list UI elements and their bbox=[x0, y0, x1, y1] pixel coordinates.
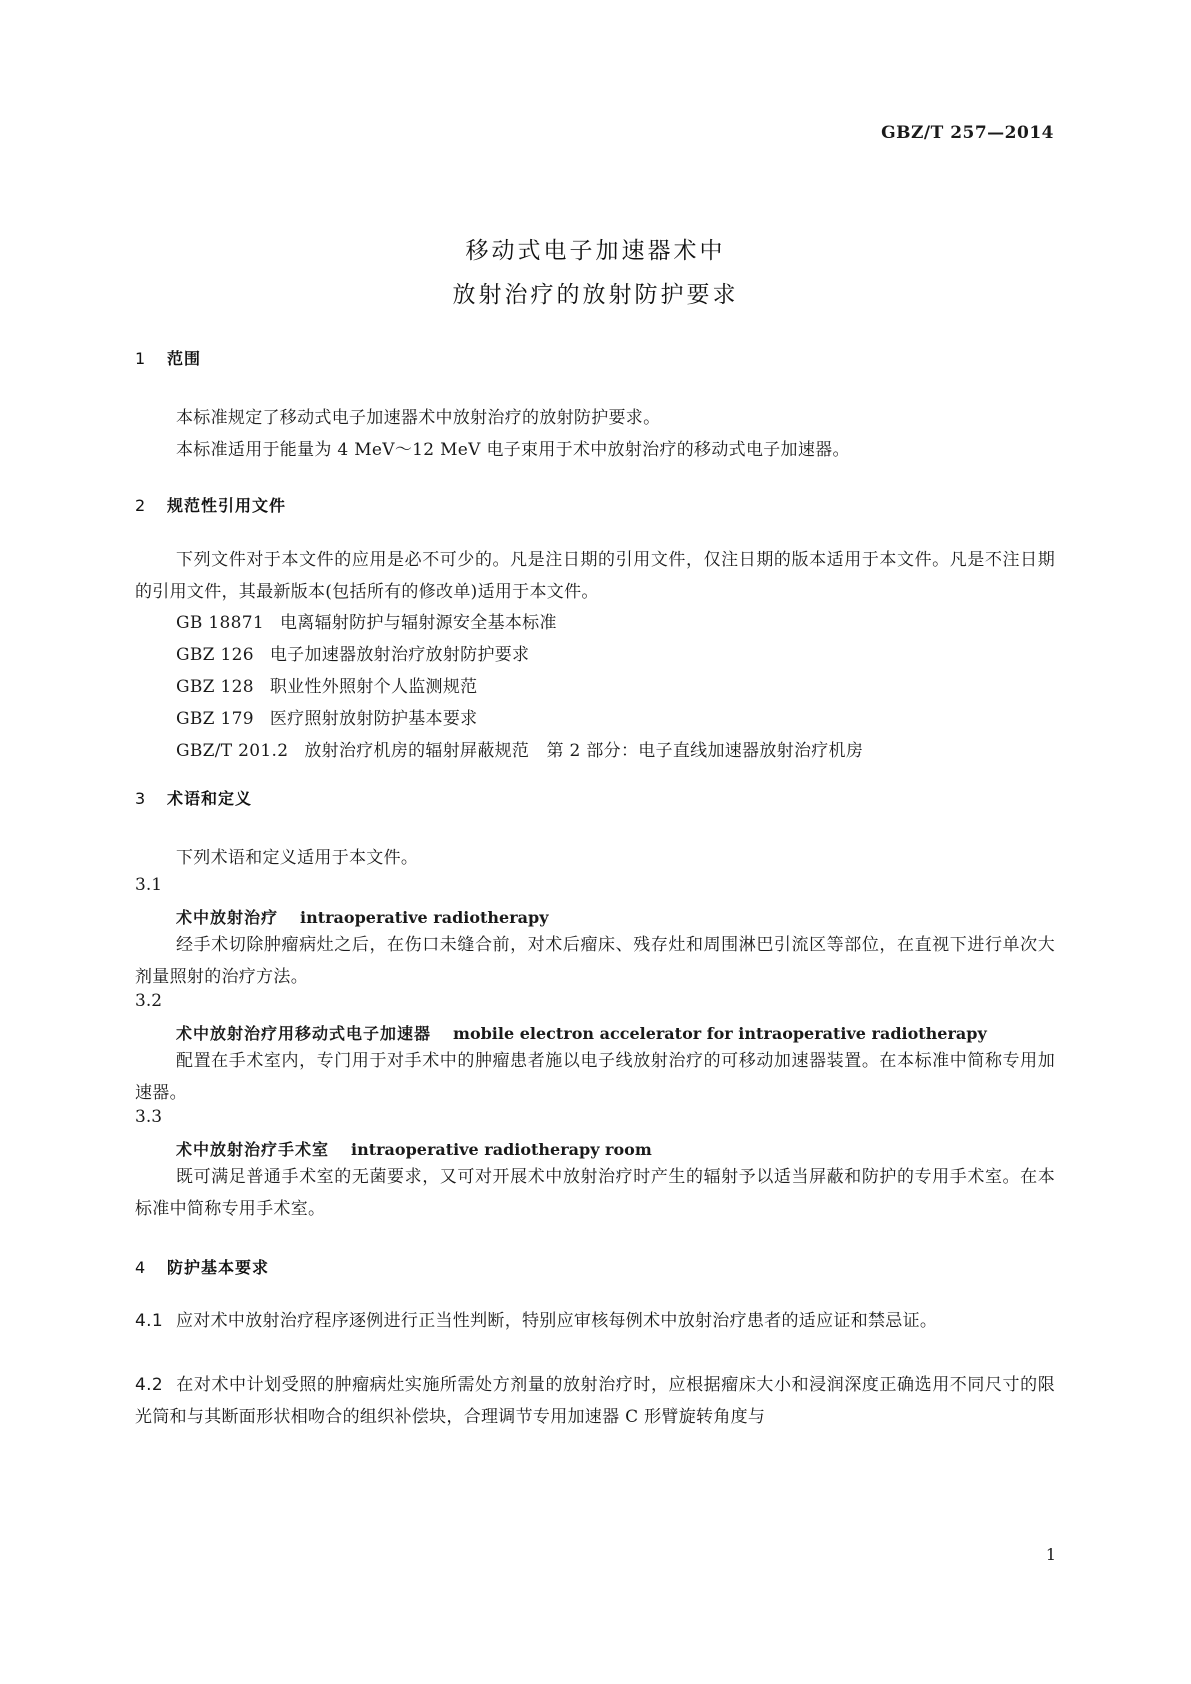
term-chinese: 术中放射治疗用移动式电子加速器 bbox=[176, 1024, 432, 1043]
reference-title: 电子加速器放射治疗放射防护要求 bbox=[269, 645, 530, 665]
section-number: 3 bbox=[135, 789, 146, 808]
reference-code: GB 18871 bbox=[176, 613, 264, 633]
clause-text: 在对术中计划受照的肿瘤病灶实施所需处方剂量的放射治疗时，应根据瘤床大小和浸润深度正确选用不同尺寸的限光筒和与其断面形状相吻合的组织补偿块，合理调节专用加速器 C 形臂旋转角度与 bbox=[135, 1375, 1055, 1427]
clause-number: 4.2 bbox=[135, 1375, 163, 1395]
paragraph: 本标准规定了移动式电子加速器术中放射治疗的放射防护要求。 bbox=[176, 408, 661, 428]
section-heading-basic-protection-requirements bbox=[135, 1255, 269, 1278]
clause bbox=[135, 1305, 1055, 1337]
reference-item bbox=[176, 736, 863, 761]
paragraph: 下列文件对于本文件的应用是必不可少的。凡是注日期的引用文件，仅注日期的版本适用于本文件。凡是不注日期的引用文件，其最新版本(包括所有的修改单)适用于本文件。 bbox=[135, 550, 1055, 602]
term-english: intraoperative radiotherapy room bbox=[351, 1140, 652, 1159]
section-number: 4 bbox=[135, 1258, 146, 1277]
standard-code: GBZ/T 257—2014 bbox=[881, 123, 1054, 143]
term-heading bbox=[176, 905, 548, 928]
term-chinese: 术中放射治疗手术室 bbox=[176, 1140, 330, 1159]
section-number: 2 bbox=[135, 496, 146, 515]
section-title: 术语和定义 bbox=[167, 789, 253, 808]
paragraph: 本标准适用于能量为 4 MeV～12 MeV 电子束用于术中放射治疗的移动式电子加速器。 bbox=[176, 440, 850, 460]
reference-item bbox=[176, 672, 477, 697]
reference-title: 放射治疗机房的辐射屏蔽规范 第 2 部分：电子直线加速器放射治疗机房 bbox=[304, 741, 864, 761]
reference-code: GBZ 128 bbox=[176, 677, 254, 697]
term-number: 3.2 bbox=[135, 991, 163, 1011]
term-heading bbox=[176, 1021, 987, 1044]
term-number: 3.1 bbox=[135, 875, 163, 895]
document-title-line2: 放射治疗的放射防护要求 bbox=[452, 282, 739, 308]
reference-code: GBZ/T 201.2 bbox=[176, 741, 289, 761]
paragraph: 下列术语和定义适用于本文件。 bbox=[176, 848, 419, 868]
reference-title: 医疗照射放射防护基本要求 bbox=[269, 709, 478, 729]
reference-title: 职业性外照射个人监测规范 bbox=[269, 677, 478, 697]
section-heading-terms-and-definitions bbox=[135, 786, 252, 809]
clause-number: 4.1 bbox=[135, 1311, 163, 1331]
term-definition: 经手术切除肿瘤病灶之后，在伤口未缝合前，对术后瘤床、残存灶和周围淋巴引流区等部位，在直视下进行单次大剂量照射的治疗方法。 bbox=[135, 935, 1055, 987]
term-definition: 既可满足普通手术室的无菌要求，又可对开展术中放射治疗时产生的辐射予以适当屏蔽和防护的专用手术室。在本标准中简称专用手术室。 bbox=[135, 1167, 1055, 1219]
section-heading-normative-references bbox=[135, 493, 286, 516]
document-title-line1: 移动式电子加速器术中 bbox=[465, 238, 726, 264]
reference-code: GBZ 179 bbox=[176, 709, 254, 729]
term-number: 3.3 bbox=[135, 1107, 163, 1127]
term-heading bbox=[176, 1137, 652, 1160]
section-title: 规范性引用文件 bbox=[167, 496, 287, 515]
reference-item bbox=[176, 704, 477, 729]
section-number: 1 bbox=[135, 349, 146, 368]
reference-code: GBZ 126 bbox=[176, 645, 254, 665]
clause-text: 应对术中放射治疗程序逐例进行正当性判断，特别应审核每例术中放射治疗患者的适应证和禁忌证。 bbox=[176, 1311, 938, 1331]
page-number: 1 bbox=[1045, 1545, 1056, 1564]
term-chinese: 术中放射治疗 bbox=[176, 908, 279, 927]
reference-title: 电离辐射防护与辐射源安全基本标准 bbox=[279, 613, 557, 633]
term-english: mobile electron accelerator for intraoperative radiotherapy bbox=[453, 1024, 987, 1043]
section-heading-scope bbox=[135, 346, 201, 369]
section-title: 范围 bbox=[167, 349, 202, 368]
clause bbox=[135, 1369, 1055, 1433]
section-title: 防护基本要求 bbox=[167, 1258, 270, 1277]
term-english: intraoperative radiotherapy bbox=[300, 908, 549, 927]
reference-item bbox=[176, 640, 529, 665]
term-definition: 配置在手术室内，专门用于对手术中的肿瘤患者施以电子线放射治疗的可移动加速器装置。在本标准中简称专用加速器。 bbox=[135, 1051, 1055, 1103]
reference-item bbox=[176, 608, 557, 633]
